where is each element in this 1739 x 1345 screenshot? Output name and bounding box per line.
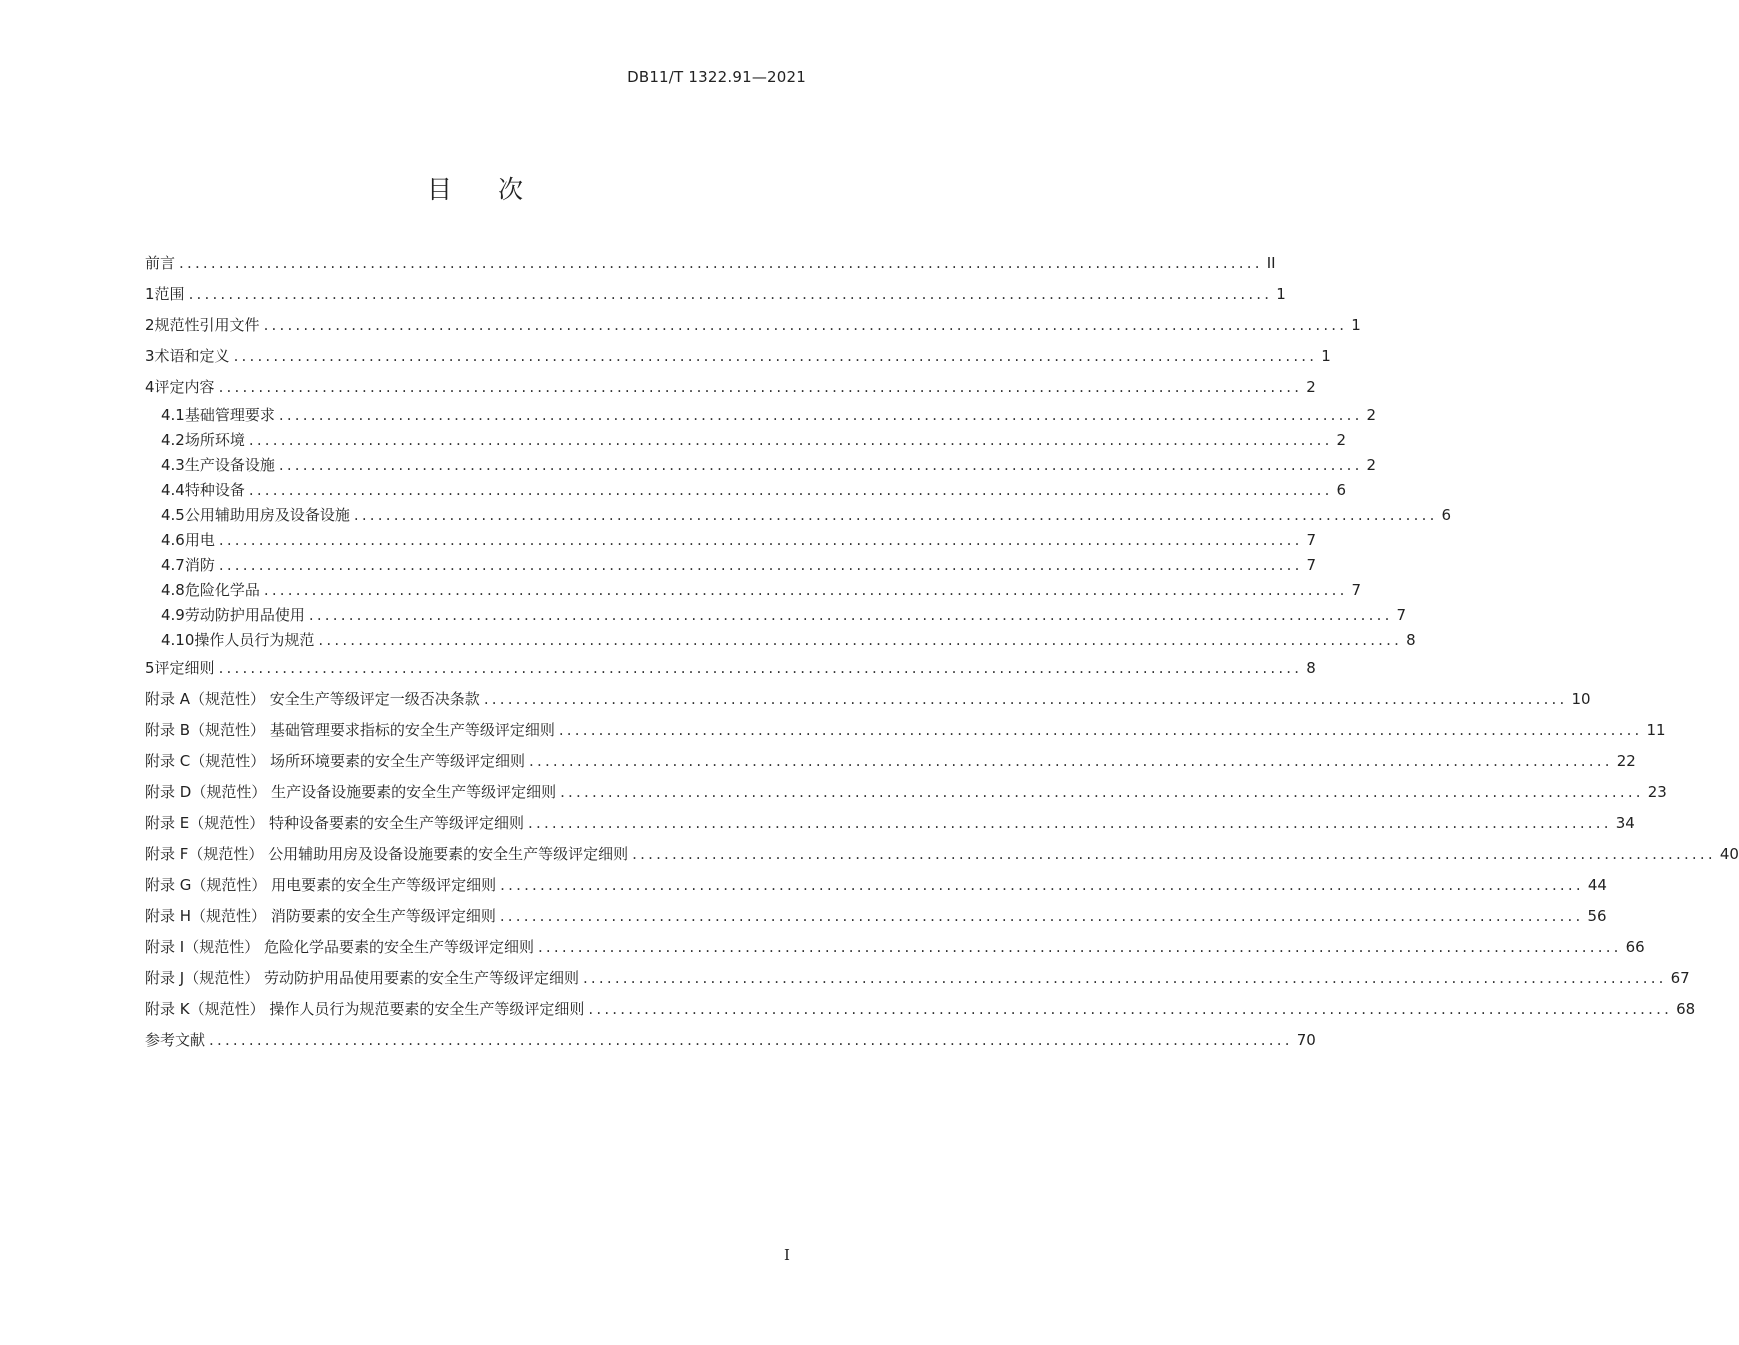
toc-entry-label: 规范性引用文件: [154, 316, 260, 334]
toc-entry-label: 用电: [184, 531, 215, 549]
dot-leader: ........................................................................................................................................: [218, 556, 1303, 574]
toc-entry-label: 附录 K（规范性） 操作人员行为规范要素的安全生产等级评定细则: [145, 1000, 585, 1018]
toc-entry-label: 参考文献: [145, 1031, 206, 1049]
toc-entry-label: 危险化学品: [184, 581, 260, 599]
toc-entry-page: 1: [1351, 316, 1361, 334]
toc-entry-page: 2: [1336, 431, 1347, 449]
toc-entry-4-5[interactable]: [145, 503, 1452, 528]
toc-entry-number: 4.1: [161, 406, 185, 424]
toc-entry-page: 67: [1670, 969, 1690, 987]
dot-leader: ........................................................................................................................................: [588, 1000, 1673, 1018]
toc-entry-label: 前言: [145, 254, 176, 272]
toc-entry-appendix-k[interactable]: [145, 994, 1696, 1025]
toc-entry-appendix-j[interactable]: [145, 963, 1690, 994]
document-code: DB11/T 1322.91—2021: [627, 68, 806, 86]
dot-leader: ........................................................................................................................................: [248, 481, 1333, 499]
dot-leader: ........................................................................................................................................: [179, 254, 1263, 272]
toc-entry-label: 附录 B（规范性） 基础管理要求指标的安全生产等级评定细则: [145, 721, 555, 739]
toc-entry-4-3[interactable]: [145, 453, 1377, 478]
toc-entry-appendix-g[interactable]: [145, 870, 1607, 901]
toc-entry-number: 4.2: [161, 431, 185, 449]
toc-entry-4-8[interactable]: [145, 578, 1362, 603]
toc-entry-4-1[interactable]: [145, 403, 1377, 428]
toc-entry-label: 场所环境: [184, 431, 245, 449]
toc-entry-number: 4.3: [161, 456, 185, 474]
toc-entry-appendix-b[interactable]: [145, 715, 1666, 746]
toc-entry-page: 68: [1676, 1000, 1696, 1018]
toc-entry-appendix-h[interactable]: [145, 901, 1607, 932]
toc-entry-number: 4.6: [161, 531, 185, 549]
toc-entry-label: 范围: [154, 285, 185, 303]
toc-entry-label: 公用辅助用房及设备设施: [184, 506, 350, 524]
toc-entry-appendix-c[interactable]: [145, 746, 1636, 777]
toc-entry-label: 评定细则: [154, 659, 215, 677]
toc-entry-number: 4.9: [161, 606, 185, 624]
toc-entry-4-10[interactable]: [145, 628, 1416, 653]
dot-leader: ........................................................................................................................................: [537, 938, 1622, 956]
toc-entry-label: 附录 I（规范性） 危险化学品要素的安全生产等级评定细则: [145, 938, 534, 956]
toc-entry-label: 特种设备: [184, 481, 245, 499]
toc-entry-number: 5: [145, 659, 155, 677]
toc-entry-page: 44: [1587, 876, 1607, 894]
dot-leader: ........................................................................................................................................: [353, 506, 1438, 524]
toc-entry-2[interactable]: [145, 310, 1361, 341]
toc-entry-page: 56: [1587, 907, 1607, 925]
toc-entry-1[interactable]: [145, 279, 1286, 310]
toc-entry-label: 生产设备设施: [184, 456, 275, 474]
toc-entry-page: II: [1266, 254, 1276, 272]
toc-entry-label: 附录 G（规范性） 用电要素的安全生产等级评定细则: [145, 876, 497, 894]
toc-entry-label: 附录 C（规范性） 场所环境要素的安全生产等级评定细则: [145, 752, 526, 770]
toc-entry-page: 1: [1276, 285, 1286, 303]
toc-entry-number: 1: [145, 285, 155, 303]
toc-entry-label: 附录 D（规范性） 生产设备设施要素的安全生产等级评定细则: [145, 783, 557, 801]
toc-entry-number: 4.8: [161, 581, 185, 599]
dot-leader: ........................................................................................................................................: [529, 752, 1613, 770]
toc-entry-page: 70: [1296, 1031, 1316, 1049]
toc-entry-page: 11: [1646, 721, 1666, 739]
toc-entry-label: 评定内容: [154, 378, 215, 396]
toc-entry-number: 4.5: [161, 506, 185, 524]
toc-entry-page: 1: [1321, 347, 1331, 365]
toc-entry-4-2[interactable]: [145, 428, 1347, 453]
dot-leader: ........................................................................................................................................: [209, 1031, 1293, 1049]
toc-entry-appendix-f[interactable]: [145, 839, 1739, 870]
toc-entry-label: 附录 E（规范性） 特种设备要素的安全生产等级评定细则: [145, 814, 525, 832]
toc-entry-label: 附录 H（规范性） 消防要素的安全生产等级评定细则: [145, 907, 496, 925]
dot-leader: ........................................................................................................................................: [632, 845, 1716, 863]
toc-entry-label: 术语和定义: [154, 347, 230, 365]
dot-leader: ........................................................................................................................................: [263, 581, 1348, 599]
toc-entry-4-9[interactable]: [145, 603, 1407, 628]
toc-entry-number: 4: [145, 378, 155, 396]
toc-entry-4[interactable]: [145, 372, 1316, 403]
toc-entry-label: 操作人员行为规范: [194, 631, 315, 649]
dot-leader: ........................................................................................................................................: [560, 783, 1644, 801]
dot-leader: ........................................................................................................................................: [188, 285, 1273, 303]
toc-entry-page: 7: [1306, 556, 1317, 574]
page-title: 目次: [426, 175, 569, 204]
toc-entry-foreword[interactable]: [145, 248, 1276, 279]
toc-entry-page: 23: [1647, 783, 1667, 801]
toc-entry-label: 劳动防护用品使用: [184, 606, 305, 624]
toc-entry-label: 附录 F（规范性） 公用辅助用房及设备设施要素的安全生产等级评定细则: [145, 845, 629, 863]
toc-entry-page: 7: [1351, 581, 1362, 599]
toc-entry-appendix-e[interactable]: [145, 808, 1635, 839]
toc-entry-4-4[interactable]: [145, 478, 1347, 503]
toc-entry-page: 7: [1396, 606, 1407, 624]
toc-entry-page: 34: [1615, 814, 1635, 832]
toc-entry-5[interactable]: [145, 653, 1316, 684]
toc-entry-page: 6: [1336, 481, 1347, 499]
toc-entry-3[interactable]: [145, 341, 1331, 372]
toc-entry-number: 2: [145, 316, 155, 334]
toc-entry-page: 7: [1306, 531, 1317, 549]
dot-leader: ........................................................................................................................................: [278, 456, 1363, 474]
toc-entry-number: 3: [145, 347, 155, 365]
toc-entry-page: 8: [1406, 631, 1416, 649]
toc-entry-label: 附录 J（规范性） 劳动防护用品使用要素的安全生产等级评定细则: [145, 969, 579, 987]
dot-leader: ........................................................................................................................................: [278, 406, 1363, 424]
dot-leader: ........................................................................................................................................: [248, 431, 1333, 449]
toc-entry-page: 2: [1366, 406, 1377, 424]
toc-entry-page: 2: [1306, 378, 1316, 396]
toc-entry-4-7[interactable]: [145, 553, 1317, 578]
toc-entry-appendix-d[interactable]: [145, 777, 1667, 808]
toc-entry-appendix-a[interactable]: [145, 684, 1591, 715]
dot-leader: ........................................................................................................................................: [263, 316, 1348, 334]
table-of-contents: [145, 248, 1739, 1056]
toc-entry-number: 4.7: [161, 556, 185, 574]
toc-entry-references[interactable]: [145, 1025, 1316, 1056]
dot-leader: ........................................................................................................................................: [558, 721, 1643, 739]
toc-entry-page: 2: [1366, 456, 1377, 474]
toc-entry-label: 基础管理要求: [184, 406, 275, 424]
toc-entry-number: 4.4: [161, 481, 185, 499]
toc-entry-page: 6: [1441, 506, 1452, 524]
toc-entry-label: 附录 A（规范性） 安全生产等级评定一级否决条款: [145, 690, 480, 708]
toc-entry-4-6[interactable]: [145, 528, 1317, 553]
toc-entry-page: 22: [1616, 752, 1636, 770]
toc-entry-label: 消防: [184, 556, 215, 574]
toc-entry-number: 4.10: [161, 631, 195, 649]
dot-leader: ........................................................................................................................................: [218, 378, 1303, 396]
page-number: I: [784, 1246, 790, 1264]
dot-leader: ........................................................................................................................................: [233, 347, 1318, 365]
dot-leader: ........................................................................................................................................: [500, 876, 1584, 894]
dot-leader: ........................................................................................................................................: [483, 690, 1568, 708]
dot-leader: ........................................................................................................................................: [528, 814, 1612, 832]
dot-leader: ........................................................................................................................................: [308, 606, 1393, 624]
toc-entry-appendix-i[interactable]: [145, 932, 1645, 963]
dot-leader: ........................................................................................................................................: [582, 969, 1667, 987]
toc-entry-page: 8: [1306, 659, 1316, 677]
toc-entry-page: 10: [1571, 690, 1591, 708]
dot-leader: ........................................................................................................................................: [218, 531, 1303, 549]
dot-leader: ........................................................................................................................................: [318, 631, 1403, 649]
dot-leader: ........................................................................................................................................: [499, 907, 1584, 925]
dot-leader: ........................................................................................................................................: [218, 659, 1303, 677]
toc-entry-page: 40: [1719, 845, 1739, 863]
toc-entry-page: 66: [1625, 938, 1645, 956]
